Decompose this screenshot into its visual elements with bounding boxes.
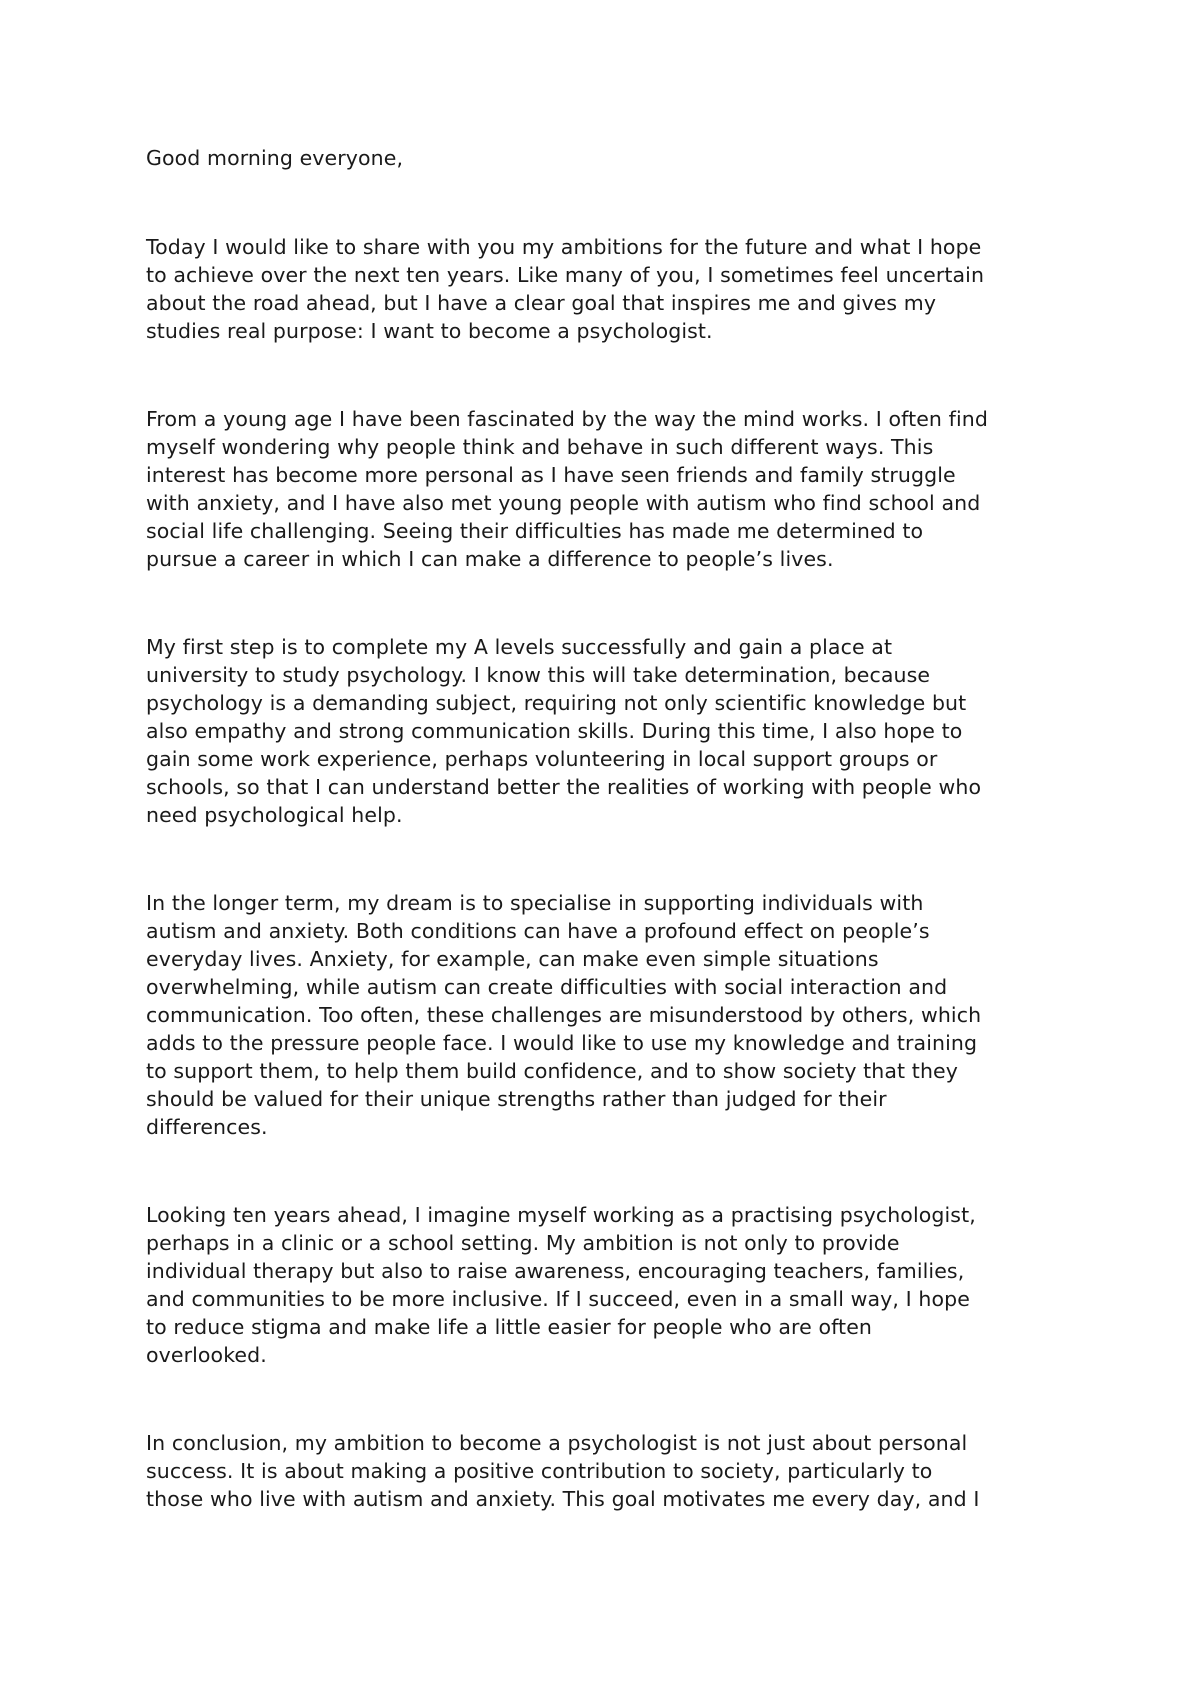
paragraph-line: university to study psychology. I know this will take determination, because — [146, 663, 931, 687]
paragraph-line: pursue a career in which I can make a difference to people’s lives. — [146, 547, 834, 571]
paragraph-line: success. It is about making a positive contribution to society, particularly to — [146, 1459, 933, 1483]
paragraph-line: From a young age I have been fascinated by the way the mind works. I often find — [146, 407, 988, 431]
paragraph-line: psychology is a demanding subject, requiring not only scientific knowledge but — [146, 691, 967, 715]
paragraph-line: autism and anxiety. Both conditions can have a profound effect on people’s — [146, 919, 930, 943]
paragraph-line: to achieve over the next ten years. Like many of you, I sometimes feel uncertain — [146, 263, 985, 287]
paragraph-line: perhaps in a clinic or a school setting. My ambition is not only to provide — [146, 1231, 900, 1255]
paragraph-line: to support them, to help them build confidence, and to show society that they — [146, 1059, 958, 1083]
paragraph-line: schools, so that I can understand better the realities of working with people who — [146, 775, 982, 799]
paragraph-line: also empathy and strong communication skills. During this time, I also hope to — [146, 719, 963, 743]
paragraph-line: overwhelming, while autism can create difficulties with social interaction and — [146, 975, 948, 999]
paragraph-line: differences. — [146, 1115, 268, 1139]
paragraph-line: social life challenging. Seeing their difficulties has made me determined to — [146, 519, 924, 543]
paragraph-line: should be valued for their unique strengths rather than judged for their — [146, 1087, 887, 1111]
paragraph-line: In conclusion, my ambition to become a psychologist is not just about personal — [146, 1431, 968, 1455]
paragraph-line: with anxiety, and I have also met young people with autism who find school and — [146, 491, 981, 515]
paragraph-line: everyday lives. Anxiety, for example, can make even simple situations — [146, 947, 879, 971]
paragraph-line: gain some work experience, perhaps volunteering in local support groups or — [146, 747, 938, 771]
paragraph-line: Looking ten years ahead, I imagine myself working as a practising psychologist, — [146, 1203, 976, 1227]
paragraph-line: communication. Too often, these challenges are misunderstood by others, which — [146, 1003, 982, 1027]
paragraph-line: myself wondering why people think and behave in such different ways. This — [146, 435, 934, 459]
paragraph-line: those who live with autism and anxiety. This goal motivates me every day, and I — [146, 1487, 980, 1511]
paragraph-line: and communities to be more inclusive. If I succeed, even in a small way, I hope — [146, 1287, 970, 1311]
paragraph-line: need psychological help. — [146, 803, 403, 827]
paragraph-line: adds to the pressure people face. I would like to use my knowledge and training — [146, 1031, 978, 1055]
paragraph-line: My first step is to complete my A levels successfully and gain a place at — [146, 635, 893, 659]
paragraph-line: In the longer term, my dream is to specialise in supporting individuals with — [146, 891, 924, 915]
paragraph-line: about the road ahead, but I have a clear goal that inspires me and gives my — [146, 291, 937, 315]
paragraph-line: interest has become more personal as I have seen friends and family struggle — [146, 463, 956, 487]
paragraph-line: Today I would like to share with you my ambitions for the future and what I hope — [146, 235, 982, 259]
paragraph-line: overlooked. — [146, 1343, 267, 1367]
paragraph-line: individual therapy but also to raise awareness, encouraging teachers, families, — [146, 1259, 965, 1283]
paragraph-line: studies real purpose: I want to become a psychologist. — [146, 319, 713, 343]
paragraph-line: to reduce stigma and make life a little easier for people who are often — [146, 1315, 873, 1339]
greeting: Good morning everyone, — [146, 146, 404, 170]
